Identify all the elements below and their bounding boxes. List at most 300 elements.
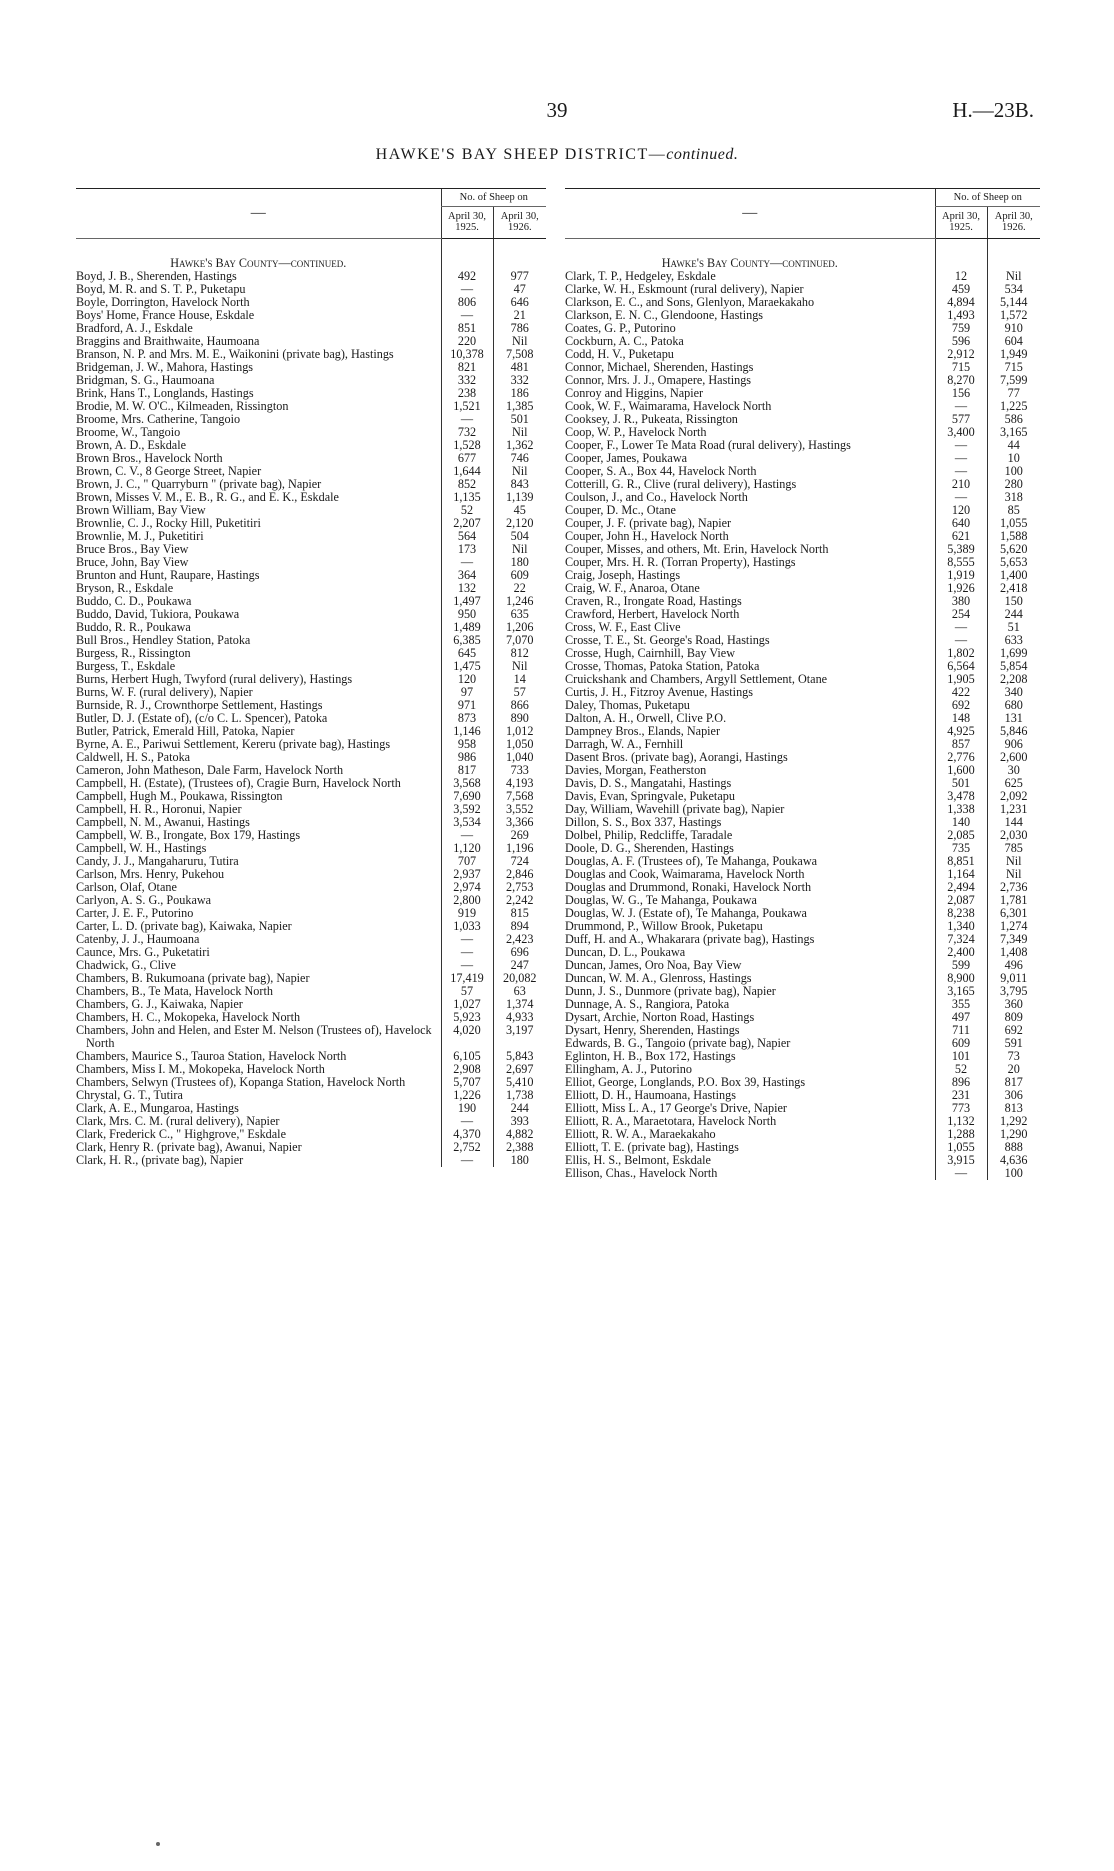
sheep-1926-cell: Nil — [493, 335, 546, 348]
sheep-1925-cell: 1,600 — [935, 764, 987, 777]
owner-name-cell: Brown, A. D., Eskdale — [76, 438, 187, 452]
owner-name-cell: Boys' Home, France House, Eskdale — [76, 308, 255, 322]
sheep-1926-cell: 591 — [987, 1037, 1040, 1050]
sheep-1925-cell: 2,937 — [441, 868, 493, 881]
sheep-1925-cell: 8,851 — [935, 855, 987, 868]
owner-name-cell: Chambers, Selwyn (Trustees of), Kopanga Station, Havelock North — [76, 1075, 406, 1089]
owner-name-cell: Clarke, W. H., Eskmount (rural delivery), Napier — [565, 282, 804, 296]
owner-name-cell: Douglas, W. G., Te Mahanga, Poukawa — [565, 893, 757, 907]
sheep-1926-cell: 1,572 — [987, 309, 1040, 322]
sheep-1925-cell: 6,105 — [441, 1050, 493, 1063]
sheep-1926-cell: 1,050 — [493, 738, 546, 751]
sheep-1925-cell: 97 — [441, 686, 493, 699]
sheep-1926-cell: 7,568 — [493, 790, 546, 803]
sheep-1926-cell: 692 — [987, 1024, 1040, 1037]
sheep-1926-cell: 100 — [987, 465, 1040, 478]
owner-name-cell: Bradford, A. J., Eskdale — [76, 321, 193, 335]
sheep-1926-cell: 534 — [987, 283, 1040, 296]
sheep-1926-cell: 180 — [493, 556, 546, 569]
sheep-1925-cell: 896 — [935, 1076, 987, 1089]
owner-name-cell: Elliott, R. A., Maraetotara, Havelock North — [565, 1114, 777, 1128]
sheep-1925-cell: — — [441, 1154, 493, 1167]
sheep-1925-cell: 17,419 — [441, 972, 493, 985]
sheep-1926-cell: 906 — [987, 738, 1040, 751]
owner-name-cell: Candy, J. J., Mangaharuru, Tutira — [76, 854, 239, 868]
sheep-1925-cell: 2,908 — [441, 1063, 493, 1076]
owner-name-cell: Connor, Mrs. J. J., Omapere, Hastings — [565, 373, 752, 387]
sheep-1925-cell: 1,027 — [441, 998, 493, 1011]
sheep-1925-cell: 773 — [935, 1102, 987, 1115]
sheep-1926-cell: 1,374 — [493, 998, 546, 1011]
sheep-1926-cell: 280 — [987, 478, 1040, 491]
owner-name-cell: Boyle, Dorrington, Havelock North — [76, 295, 250, 309]
sheep-1926-cell: 9,011 — [987, 972, 1040, 985]
sheep-1925-cell: 1,802 — [935, 647, 987, 660]
sheep-1926-cell: 3,366 — [493, 816, 546, 829]
sheep-1925-cell: 12 — [935, 270, 987, 283]
sheep-1926-cell: 786 — [493, 322, 546, 335]
owner-name-cell: Ellingham, A. J., Putorino — [565, 1062, 692, 1076]
owner-name-cell: Brink, Hans T., Longlands, Hastings — [76, 386, 254, 400]
owner-name-cell: Burns, W. F. (rural delivery), Napier — [76, 685, 253, 699]
owner-name-cell: Bridgman, S. G., Haumoana — [76, 373, 215, 387]
sheep-1925-cell: 3,592 — [441, 803, 493, 816]
owner-name-cell: Codd, H. V., Puketapu — [565, 347, 674, 361]
sheep-1925-cell: 173 — [441, 543, 493, 556]
sheep-1926-cell: 815 — [493, 907, 546, 920]
sheep-1925-cell: 1,528 — [441, 439, 493, 452]
sheep-1926-cell: 1,055 — [987, 517, 1040, 530]
owner-name-cell: Cross, W. F., East Clive — [565, 620, 681, 634]
owner-name-cell: Clarkson, E. N. C., Glendoone, Hastings — [565, 308, 764, 322]
sheep-1926-cell: 1,385 — [493, 400, 546, 413]
sheep-1925-cell: 220 — [441, 335, 493, 348]
sheep-1925-cell: 1,493 — [935, 309, 987, 322]
sheep-1925-cell: 254 — [935, 608, 987, 621]
sheep-1925-cell: 156 — [935, 387, 987, 400]
sheep-1925-cell: 1,340 — [935, 920, 987, 933]
sheep-1926-cell: 604 — [987, 335, 1040, 348]
owner-name-cell: Dasent Bros. (private bag), Aorangi, Hastings — [565, 750, 788, 764]
sheep-1925-cell: 640 — [935, 517, 987, 530]
sheep-1925-cell: 986 — [441, 751, 493, 764]
sheep-1925-cell: — — [935, 439, 987, 452]
sheep-1926-cell: 360 — [987, 998, 1040, 1011]
sheep-1926-cell: 2,208 — [987, 673, 1040, 686]
sheep-1926-cell: 1,400 — [987, 569, 1040, 582]
owner-name-cell: Cooper, James, Poukawa — [565, 451, 688, 465]
sheep-1926-cell: 888 — [987, 1141, 1040, 1154]
sheep-1925-cell: 1,120 — [441, 842, 493, 855]
sheep-1926-cell: 4,882 — [493, 1128, 546, 1141]
sheep-1925-cell: 852 — [441, 478, 493, 491]
sheep-1926-cell: 785 — [987, 842, 1040, 855]
sheep-1925-cell: 851 — [441, 322, 493, 335]
owner-name-cell: Campbell, H. (Estate), (Trustees of), Cragie Burn, Havelock North — [76, 776, 401, 790]
sheep-1925-cell: — — [441, 946, 493, 959]
owner-name-cell: Burns, Herbert Hugh, Twyford (rural delivery), Hastings — [76, 672, 353, 686]
sheep-1926-cell: Nil — [987, 868, 1040, 881]
sheep-1925-cell: 596 — [935, 335, 987, 348]
header-1925: April 30, 1925. — [935, 207, 987, 239]
sheep-1925-cell: 645 — [441, 647, 493, 660]
sheep-1925-cell: 958 — [441, 738, 493, 751]
sheep-1926-cell: 2,092 — [987, 790, 1040, 803]
sheep-1926-cell: 100 — [987, 1167, 1040, 1180]
owner-name-cell: Dysart, Archie, Norton Road, Hastings — [565, 1010, 755, 1024]
sheep-1925-cell: 4,020 — [441, 1024, 493, 1050]
sheep-1926-cell: 144 — [987, 816, 1040, 829]
sheep-1925-cell: 492 — [441, 270, 493, 283]
owner-name-cell: Dillon, S. S., Box 337, Hastings — [565, 815, 722, 829]
owner-name-cell: Carter, L. D. (private bag), Kaiwaka, Napier — [76, 919, 292, 933]
table-row — [76, 1024, 546, 1050]
owner-name-cell: Clark, Henry R. (private bag), Awanui, Napier — [76, 1140, 302, 1154]
sheep-1925-cell: 817 — [441, 764, 493, 777]
owner-name-cell: Cotterill, G. R., Clive (rural delivery), Hastings — [565, 477, 797, 491]
right-column — [565, 188, 1040, 1180]
sheep-1926-cell: 817 — [987, 1076, 1040, 1089]
sheep-1926-cell: 724 — [493, 855, 546, 868]
owner-name-cell: Darragh, W. A., Fernhill — [565, 737, 684, 751]
sheep-1926-cell: 14 — [493, 673, 546, 686]
sheep-1925-cell: — — [441, 413, 493, 426]
sheep-1925-cell: 821 — [441, 361, 493, 374]
owner-name-cell: Couper, D. Mc., Otane — [565, 503, 676, 517]
sheep-1926-cell: 4,636 — [987, 1154, 1040, 1167]
sheep-1925-cell: 6,385 — [441, 634, 493, 647]
owner-name-cell: Cooper, F., Lower Te Mata Road (rural delivery), Hastings — [565, 438, 851, 452]
header-1926: April 30, 1926. — [493, 207, 546, 239]
sheep-1926-cell: 77 — [987, 387, 1040, 400]
owner-name-cell: Cruickshank and Chambers, Argyll Settlement, Otane — [565, 672, 828, 686]
sheep-1926-cell: 3,795 — [987, 985, 1040, 998]
owner-name-cell: Carter, J. E. F., Putorino — [76, 906, 194, 920]
sheep-1926-cell: 1,196 — [493, 842, 546, 855]
owner-name-cell: Burgess, T., Eskdale — [76, 659, 176, 673]
sheep-1926-cell: 45 — [493, 504, 546, 517]
sheep-1925-cell: 3,478 — [935, 790, 987, 803]
owner-name-cell: Clark, H. R., (private bag), Napier — [76, 1153, 244, 1167]
header-1926: April 30, 1926. — [987, 207, 1040, 239]
owner-name-cell: Craven, R., Irongate Road, Hastings — [565, 594, 742, 608]
owner-name-cell: Bruce, John, Bay View — [76, 555, 189, 569]
owner-name-cell: Duncan, D. L., Poukawa — [565, 945, 686, 959]
sheep-1925-cell: 1,226 — [441, 1089, 493, 1102]
sheep-1925-cell: 715 — [935, 361, 987, 374]
sheep-1925-cell: 238 — [441, 387, 493, 400]
sheep-1926-cell: 504 — [493, 530, 546, 543]
sheep-1925-cell: 564 — [441, 530, 493, 543]
owner-name-cell: Crosse, T. E., St. George's Road, Hastings — [565, 633, 770, 647]
owner-name-cell: Carlson, Mrs. Henry, Pukehou — [76, 867, 225, 881]
owner-name-cell: Campbell, H. R., Horonui, Napier — [76, 802, 242, 816]
page-mark — [156, 1842, 160, 1846]
sheep-1925-cell: 599 — [935, 959, 987, 972]
sheep-1925-cell: 1,164 — [935, 868, 987, 881]
sheep-1926-cell: 5,410 — [493, 1076, 546, 1089]
sheep-1926-cell: 696 — [493, 946, 546, 959]
sheep-1926-cell: 73 — [987, 1050, 1040, 1063]
owner-name-cell: Duncan, W. M. A., Glenross, Hastings — [565, 971, 752, 985]
sheep-1926-cell: 1,362 — [493, 439, 546, 452]
sheep-1925-cell: 919 — [441, 907, 493, 920]
sheep-1926-cell: 318 — [987, 491, 1040, 504]
sheep-1926-cell: 809 — [987, 1011, 1040, 1024]
sheep-1925-cell: 2,912 — [935, 348, 987, 361]
sheep-1926-cell: 481 — [493, 361, 546, 374]
owner-name-cell: Burgess, R., Rissington — [76, 646, 191, 660]
owner-name-cell: Elliott, T. E. (private bag), Hastings — [565, 1140, 739, 1154]
sheep-1926-cell: 2,388 — [493, 1141, 546, 1154]
sheep-1925-cell: 4,894 — [935, 296, 987, 309]
sheep-1926-cell: 393 — [493, 1115, 546, 1128]
owner-name-cell: Connor, Michael, Sherenden, Hastings — [565, 360, 754, 374]
sheep-1925-cell: 1,926 — [935, 582, 987, 595]
sheep-1926-cell: 733 — [493, 764, 546, 777]
sheep-1926-cell: 269 — [493, 829, 546, 842]
owner-name-cell: Buddo, David, Tukiora, Poukawa — [76, 607, 240, 621]
sheep-1925-cell: 873 — [441, 712, 493, 725]
sheep-1925-cell: 120 — [441, 673, 493, 686]
sheep-1925-cell: — — [441, 309, 493, 322]
owner-name-cell: Dunn, J. S., Dunmore (private bag), Napier — [565, 984, 776, 998]
sheep-1926-cell: 2,423 — [493, 933, 546, 946]
sheep-1926-cell: 910 — [987, 322, 1040, 335]
owner-name-cell: Clark, A. E., Mungaroa, Hastings — [76, 1101, 239, 1115]
sheep-1925-cell: — — [441, 829, 493, 842]
sheep-1925-cell: 210 — [935, 478, 987, 491]
owner-name-cell: Cooksey, J. R., Pukeata, Rissington — [565, 412, 738, 426]
sheep-1925-cell: 2,207 — [441, 517, 493, 530]
sheep-1925-cell: 3,400 — [935, 426, 987, 439]
sheep-1925-cell: 692 — [935, 699, 987, 712]
owner-name-cell: Davies, Morgan, Featherston — [565, 763, 707, 777]
sheep-1926-cell: 7,070 — [493, 634, 546, 647]
sheep-count-group-header: No. of Sheep on — [441, 189, 546, 207]
owner-name-cell: Couper, J. F. (private bag), Napier — [565, 516, 732, 530]
owner-name-cell: Campbell, W. H., Hastings — [76, 841, 207, 855]
sheep-1925-cell: 1,644 — [441, 465, 493, 478]
sheep-1925-cell: 148 — [935, 712, 987, 725]
sheep-1925-cell: 2,400 — [935, 946, 987, 959]
sheep-1925-cell: 8,238 — [935, 907, 987, 920]
owner-name-cell: Day, William, Wavehill (private bag), Napier — [565, 802, 785, 816]
sheep-1926-cell: 5,846 — [987, 725, 1040, 738]
sheep-1926-cell: 57 — [493, 686, 546, 699]
owner-name-cell: Campbell, W. B., Irongate, Box 179, Hastings — [76, 828, 301, 842]
sheep-1926-cell: 21 — [493, 309, 546, 322]
owner-name-cell: Drummond, P., Willow Brook, Puketapu — [565, 919, 763, 933]
owner-name-cell: Bruce Bros., Bay View — [76, 542, 189, 556]
owner-name-cell: Eglinton, H. B., Box 172, Hastings — [565, 1049, 736, 1063]
sheep-1926-cell: 186 — [493, 387, 546, 400]
sheep-1926-cell: 746 — [493, 452, 546, 465]
sheep-1925-cell: 140 — [935, 816, 987, 829]
sheep-1925-cell: — — [935, 621, 987, 634]
sheep-1925-cell: 101 — [935, 1050, 987, 1063]
sheep-1926-cell: 10 — [987, 452, 1040, 465]
sheep-1925-cell: 1,146 — [441, 725, 493, 738]
sheep-1926-cell: 30 — [987, 764, 1040, 777]
sheep-1925-cell: 497 — [935, 1011, 987, 1024]
sheep-1925-cell: 971 — [441, 699, 493, 712]
sheep-1925-cell: 231 — [935, 1089, 987, 1102]
owner-name-cell: Buddo, C. D., Poukawa — [76, 594, 192, 608]
sheep-1926-cell: 22 — [493, 582, 546, 595]
sheep-1925-cell: — — [935, 452, 987, 465]
owner-name-cell: Clarkson, E. C., and Sons, Glenlyon, Maraekakaho — [565, 295, 815, 309]
owner-name-cell: Campbell, N. M., Awanui, Hastings — [76, 815, 250, 829]
sheep-1926-cell: 44 — [987, 439, 1040, 452]
sheep-1925-cell: — — [935, 491, 987, 504]
sheep-1926-cell: 1,699 — [987, 647, 1040, 660]
owner-name-cell: Cooper, S. A., Box 44, Havelock North — [565, 464, 757, 478]
sheep-1926-cell: Nil — [493, 543, 546, 556]
sheep-1925-cell: 1,521 — [441, 400, 493, 413]
page-number: 39 — [546, 98, 568, 122]
sheep-1926-cell: Nil — [987, 270, 1040, 283]
sheep-1926-cell: 813 — [987, 1102, 1040, 1115]
sheep-1925-cell: 501 — [935, 777, 987, 790]
sheep-1926-cell: 5,854 — [987, 660, 1040, 673]
sheep-1925-cell: 2,752 — [441, 1141, 493, 1154]
sheep-1926-cell: 131 — [987, 712, 1040, 725]
sheep-1926-cell: 85 — [987, 504, 1040, 517]
owner-name-cell: Bryson, R., Eskdale — [76, 581, 174, 595]
owner-name-cell: Cockburn, A. C., Patoka — [565, 334, 684, 348]
sheep-1925-cell: — — [441, 1115, 493, 1128]
owner-name-cell: Brown William, Bay View — [76, 503, 206, 517]
sheep-1925-cell: 5,707 — [441, 1076, 493, 1089]
owner-name-cell: Crosse, Hugh, Cairnhill, Bay View — [565, 646, 735, 660]
owner-name-cell: Carlson, Olaf, Otane — [76, 880, 177, 894]
header-1925: April 30, 1925. — [441, 207, 493, 239]
owner-name-cell: Brown, J. C., " Quarryburn " (private bag), Napier — [76, 477, 322, 491]
sheep-1925-cell: 3,568 — [441, 777, 493, 790]
owner-name-cell: Conroy and Higgins, Napier — [565, 386, 704, 400]
owner-name-cell: Chambers, B., Te Mata, Havelock North — [76, 984, 273, 998]
sheep-1925-cell: 5,389 — [935, 543, 987, 556]
sheep-1926-cell: 150 — [987, 595, 1040, 608]
document-reference: H.—23B. — [952, 98, 1034, 122]
sheep-1925-cell: — — [935, 400, 987, 413]
owner-name-cell: Braggins and Braithwaite, Haumoana — [76, 334, 260, 348]
title-continued: continued. — [666, 146, 739, 163]
owner-name-cell: Ellis, H. S., Belmont, Eskdale — [565, 1153, 711, 1167]
owner-name-cell: Butler, Patrick, Emerald Hill, Patoka, Napier — [76, 724, 295, 738]
sheep-table-right — [565, 188, 1040, 1180]
sheep-1926-cell: 5,144 — [987, 296, 1040, 309]
owner-name-cell: Couper, John H., Havelock North — [565, 529, 729, 543]
owner-name-cell: Daley, Thomas, Puketapu — [565, 698, 690, 712]
sheep-1925-cell: 459 — [935, 283, 987, 296]
sheep-1926-cell: 1,408 — [987, 946, 1040, 959]
sheep-1925-cell: 759 — [935, 322, 987, 335]
sheep-1926-cell: 977 — [493, 270, 546, 283]
owner-name-cell: Dalton, A. H., Orwell, Clive P.O. — [565, 711, 727, 725]
owner-name-cell: Coates, G. P., Putorino — [565, 321, 676, 335]
sheep-1925-cell: 380 — [935, 595, 987, 608]
sheep-1925-cell: 4,370 — [441, 1128, 493, 1141]
sheep-1926-cell: 4,193 — [493, 777, 546, 790]
sheep-1926-cell: 180 — [493, 1154, 546, 1167]
sheep-1925-cell: 8,270 — [935, 374, 987, 387]
owner-name-cell: Catenby, J. J., Haumoana — [76, 932, 200, 946]
sheep-1925-cell: — — [441, 933, 493, 946]
table-row — [76, 1154, 546, 1167]
sheep-1925-cell: 732 — [441, 426, 493, 439]
sheep-1925-cell: 3,534 — [441, 816, 493, 829]
owner-name-cell: Brunton and Hunt, Raupare, Hastings — [76, 568, 260, 582]
sheep-1925-cell: 6,564 — [935, 660, 987, 673]
owner-name-cell: Duncan, James, Oro Noa, Bay View — [565, 958, 742, 972]
sheep-1925-cell: 8,555 — [935, 556, 987, 569]
sheep-1926-cell: 1,139 — [493, 491, 546, 504]
sheep-1926-cell: 1,231 — [987, 803, 1040, 816]
owner-name-cell: Boyd, M. R. and S. T. P., Puketapu — [76, 282, 246, 296]
owner-name-cell: Chrystal, G. T., Tutira — [76, 1088, 183, 1102]
section-heading: Hawke's Bay County—continued. — [661, 256, 838, 270]
sheep-1926-cell: Nil — [493, 426, 546, 439]
sheep-1925-cell: 711 — [935, 1024, 987, 1037]
owner-name-cell: Brown Bros., Havelock North — [76, 451, 223, 465]
sheep-1926-cell: 1,781 — [987, 894, 1040, 907]
owner-name-cell: Campbell, Hugh M., Poukawa, Rissington — [76, 789, 283, 803]
sheep-1926-cell: 586 — [987, 413, 1040, 426]
sheep-1925-cell: 950 — [441, 608, 493, 621]
sheep-1926-cell: 3,197 — [493, 1024, 546, 1050]
owner-name-cell: Craig, W. F., Anaroa, Otane — [565, 581, 700, 595]
owner-name-cell: Chambers, G. J., Kaiwaka, Napier — [76, 997, 243, 1011]
sheep-1925-cell: — — [441, 959, 493, 972]
sheep-1925-cell: 132 — [441, 582, 493, 595]
owner-name-cell: Davis, Evan, Springvale, Puketapu — [565, 789, 735, 803]
page-title — [0, 146, 1114, 164]
section-heading: Hawke's Bay County—continued. — [170, 256, 347, 270]
owner-name-cell: Butler, D. J. (Estate of), (c/o C. L. Spencer), Patoka — [76, 711, 328, 725]
owner-name-cell: Caunce, Mrs. G., Puketatiri — [76, 945, 210, 959]
sheep-table-left — [76, 188, 546, 1167]
sheep-1926-cell: 2,600 — [987, 751, 1040, 764]
sheep-1925-cell: 1,033 — [441, 920, 493, 933]
sheep-1926-cell: 1,040 — [493, 751, 546, 764]
sheep-1926-cell: 5,653 — [987, 556, 1040, 569]
sheep-1925-cell: 735 — [935, 842, 987, 855]
sheep-1925-cell: — — [935, 634, 987, 647]
owner-name-cell: Brodie, M. W. O'C., Kilmeaden, Rissington — [76, 399, 289, 413]
sheep-1925-cell: 3,165 — [935, 985, 987, 998]
sheep-1926-cell: 7,599 — [987, 374, 1040, 387]
sheep-1926-cell: 2,736 — [987, 881, 1040, 894]
owner-name-cell: Davis, D. S., Mangatahi, Hastings — [565, 776, 732, 790]
owner-name-cell: Chambers, John and Helen, and Ester M. Nelson (Trustees of), Havelock North — [76, 1023, 432, 1050]
sheep-1925-cell: 2,494 — [935, 881, 987, 894]
sheep-1925-cell: 1,919 — [935, 569, 987, 582]
sheep-1926-cell: 3,165 — [987, 426, 1040, 439]
sheep-1926-cell: 501 — [493, 413, 546, 426]
owner-name-cell: Chambers, H. C., Mokopeka, Havelock North — [76, 1010, 301, 1024]
owner-name-cell: Chambers, Maurice S., Tauroa Station, Havelock North — [76, 1049, 347, 1063]
sheep-1926-cell: 4,933 — [493, 1011, 546, 1024]
sheep-1925-cell: 7,690 — [441, 790, 493, 803]
sheep-1925-cell: 621 — [935, 530, 987, 543]
sheep-1925-cell: 2,087 — [935, 894, 987, 907]
sheep-1926-cell: 244 — [987, 608, 1040, 621]
owner-name-cell: Ellison, Chas., Havelock North — [565, 1166, 718, 1180]
sheep-1926-cell: 7,349 — [987, 933, 1040, 946]
sheep-1926-cell: 890 — [493, 712, 546, 725]
